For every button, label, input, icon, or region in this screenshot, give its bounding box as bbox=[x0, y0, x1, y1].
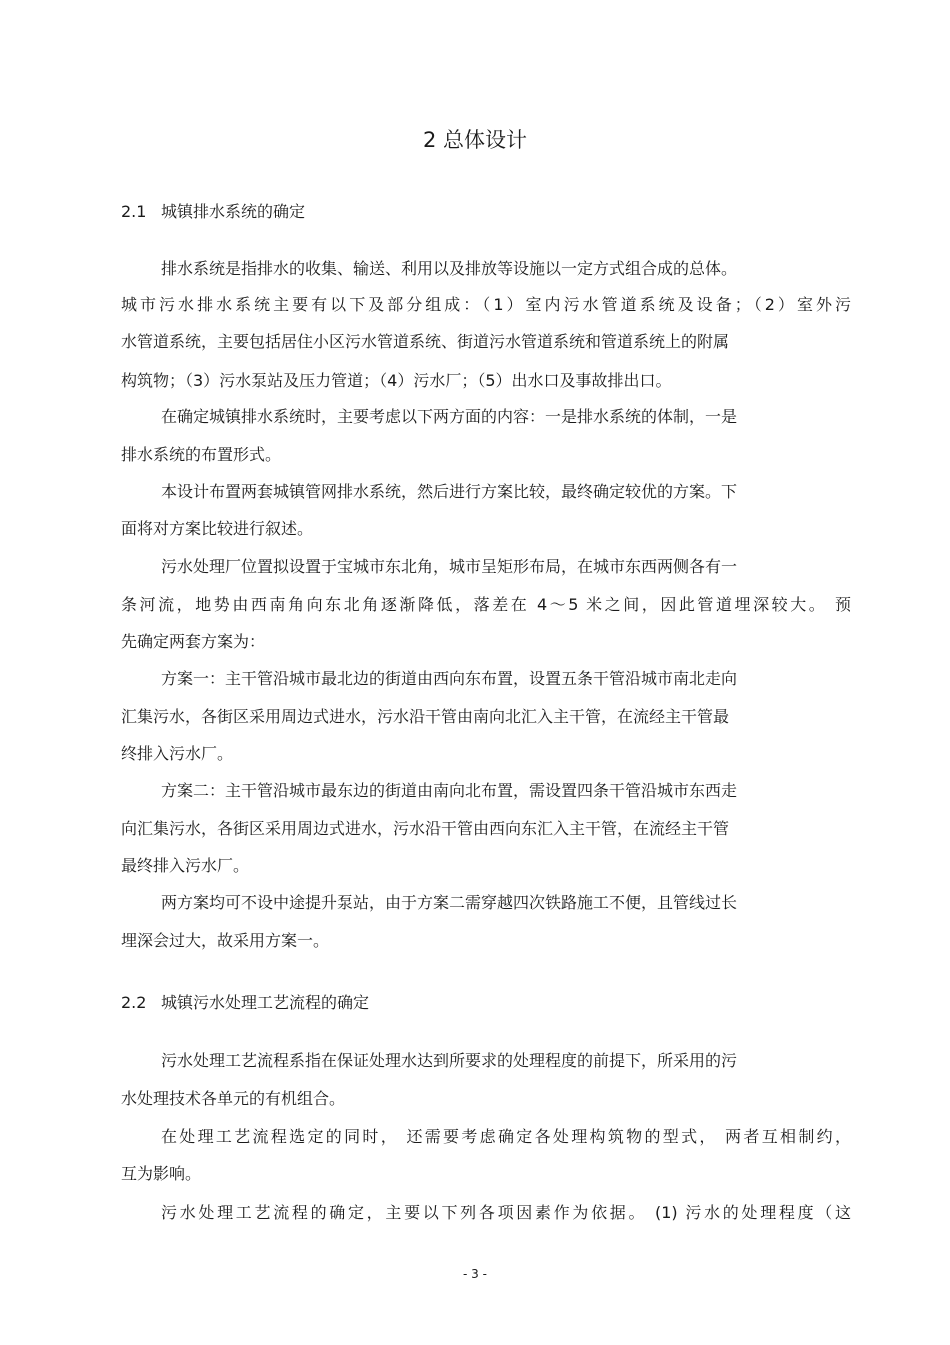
paragraph-line: 在处理工艺流程选定的同时， 还需要考虑确定各处理构筑物的型式， 两者互相制约， bbox=[161, 1127, 851, 1146]
section-title: 城镇污水处理工艺流程的确定 bbox=[161, 993, 370, 1012]
paragraph-line: 方案一：主干管沿城市最北边的街道由西向东布置，设置五条干管沿城市南北走向 bbox=[161, 669, 738, 688]
paragraph-line: 排水系统的布置形式。 bbox=[121, 445, 282, 464]
paragraph-line: 污水处理工艺流程系指在保证处理水达到所要求的处理程度的前提下，所采用的污 bbox=[161, 1051, 738, 1070]
paragraph-line: 条河流，地势由西南角向东北角逐渐降低，落差在 4～5 米之间，因此管道埋深较大。 预 bbox=[121, 595, 851, 614]
paragraph-line: 两方案均可不设中途提升泵站，由于方案二需穿越四次铁路施工不便，且管线过长 bbox=[161, 893, 738, 912]
paragraph-line: 城市污水排水系统主要有以下及部分组成：（1）室内污水管道系统及设备；（2）室外污 bbox=[121, 295, 851, 314]
paragraph-line: 污水处理工艺流程的确定，主要以下列各项因素作为依据。 (1) 污水的处理程度（这 bbox=[161, 1203, 851, 1222]
section-title: 城镇排水系统的确定 bbox=[161, 202, 306, 221]
paragraph-line: 向汇集污水，各街区采用周边式进水，污水沿干管由西向东汇入主干管，在流经主干管 bbox=[121, 819, 730, 838]
paragraph-line: 先确定两套方案为： bbox=[121, 632, 266, 651]
paragraph-line: 终排入污水厂。 bbox=[121, 744, 234, 763]
paragraph-line: 排水系统是指排水的收集、输送、利用以及排放等设施以一定方式组合成的总体。 bbox=[161, 259, 738, 278]
paragraph-line: 方案二：主干管沿城市最东边的街道由南向北布置，需设置四条干管沿城市东西走 bbox=[161, 781, 738, 800]
paragraph-line: 污水处理厂位置拟设置于宝城市东北角，城市呈矩形布局，在城市东西两侧各有一 bbox=[161, 557, 738, 576]
paragraph-line: 汇集污水，各街区采用周边式进水，污水沿干管由南向北汇入主干管，在流经主干管最 bbox=[121, 707, 730, 726]
paragraph-line: 面将对方案比较进行叙述。 bbox=[121, 519, 314, 538]
paragraph-line: 在确定城镇排水系统时，主要考虑以下两方面的内容：一是排水系统的体制，一是 bbox=[161, 407, 738, 426]
paragraph-line: 构筑物；（3）污水泵站及压力管道；（4）污水厂；（5）出水口及事故排出口。 bbox=[121, 371, 672, 390]
section-number: 2.2 bbox=[121, 993, 147, 1012]
paragraph-line: 水处理技术各单元的有机组合。 bbox=[121, 1089, 346, 1108]
chapter-title: 2 总体设计 bbox=[422, 128, 528, 152]
paragraph-line: 本设计布置两套城镇管网排水系统，然后进行方案比较，最终确定较优的方案。下 bbox=[161, 482, 738, 501]
page-number: - 3 - bbox=[463, 1267, 487, 1281]
section-heading-2-1 bbox=[121, 201, 305, 223]
section-number: 2.1 bbox=[121, 202, 147, 221]
paragraph-line: 埋深会过大，故采用方案一。 bbox=[121, 931, 330, 950]
section-heading-2-2 bbox=[121, 992, 369, 1014]
paragraph-line: 最终排入污水厂。 bbox=[121, 856, 250, 875]
paragraph-line: 互为影响。 bbox=[121, 1164, 202, 1183]
paragraph-line: 水管道系统，主要包括居住小区污水管道系统、街道污水管道系统和管道系统上的附属 bbox=[121, 332, 730, 351]
